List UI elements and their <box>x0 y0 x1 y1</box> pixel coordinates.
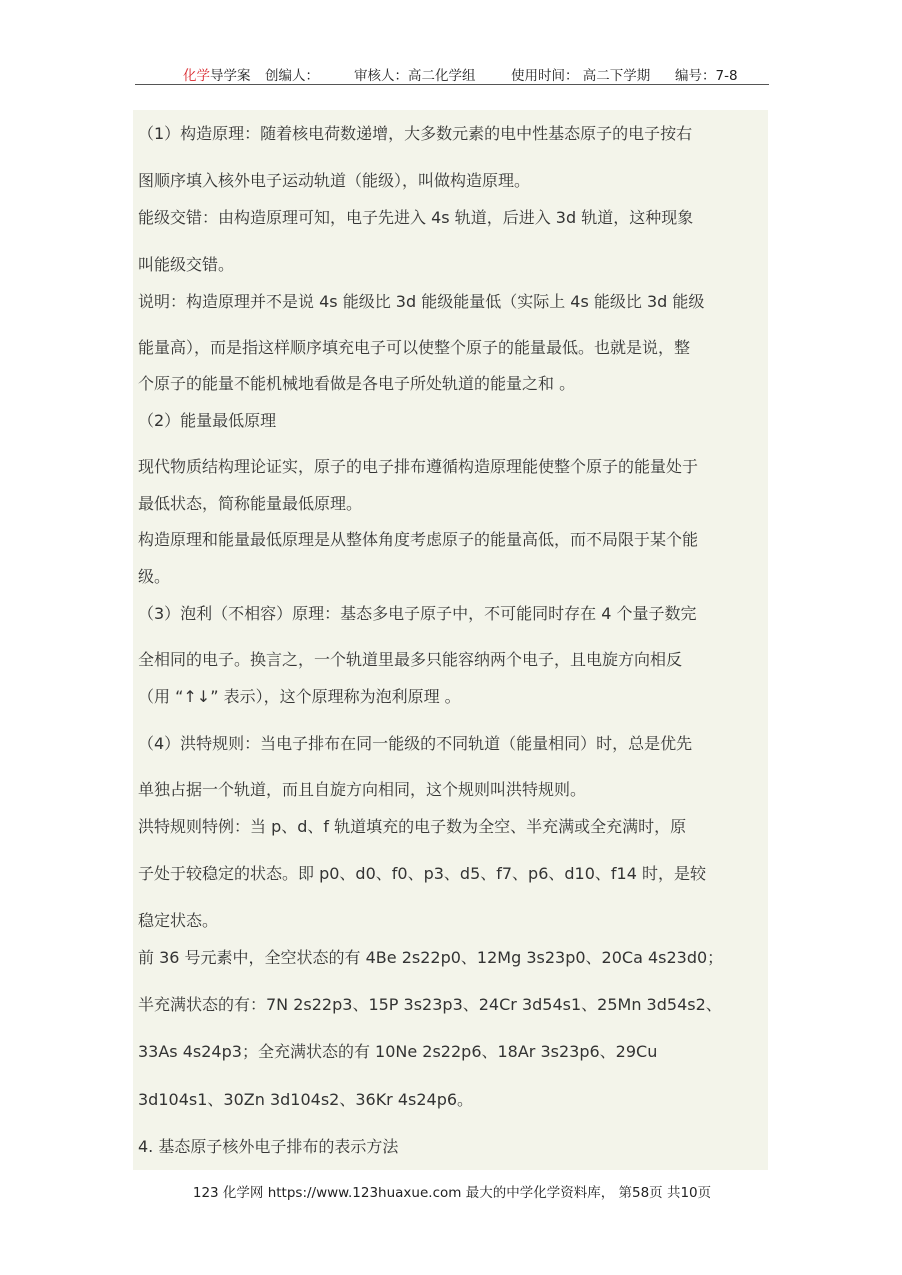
text-line: （用 “↑↓” 表示），这个原理称为泡利原理 。 <box>138 687 461 706</box>
text-line: 子处于较稳定的状态。即 p0、d0、f0、p3、d5、f7、p6、d10、f14 时，是较 <box>138 864 706 883</box>
text-line: 全相同的电子。换言之，一个轨道里最多只能容纳两个电子，且电旋方向相反 <box>138 650 683 669</box>
text-line: 现代物质结构理论证实，原子的电子排布遵循构造原理能使整个原子的能量处于 <box>138 457 699 476</box>
text-line: 能量高），而是指这样顺序填充电子可以使整个原子的能量最低。也就是说，整 <box>138 338 691 357</box>
page-footer: 123 化学网 https://www.123huaxue.com 最大的中学化学资料库， 第58页 共10页 <box>192 1185 712 1201</box>
header-number: 编号：7-8 <box>675 68 738 84</box>
text-line: 构造原理和能量最低原理是从整体角度考虑原子的能量高低，而不局限于某个能 <box>138 530 699 549</box>
header-brand-rest: 导学案 <box>210 68 251 84</box>
text-line: 叫能级交错。 <box>138 255 235 274</box>
text-line: （4）洪特规则：当电子排布在同一能级的不同轨道（能量相同）时，总是优先 <box>138 734 693 753</box>
text-line: 图顺序填入核外电子运动轨道（能级），叫做构造原理。 <box>138 171 531 190</box>
header-divider <box>135 84 769 85</box>
text-line: 前 36 号元素中，全空状态的有 4Be 2s22p0、12Mg 3s23p0、20Ca 4s23d0； <box>138 948 724 967</box>
content-block <box>133 110 768 1170</box>
section-heading: （2）能量最低原理 <box>138 411 277 430</box>
text-line: 单独占据一个轨道，而且自旋方向相同，这个规则叫洪特规则。 <box>138 780 587 799</box>
text-line: 能级交错：由构造原理可知，电子先进入 4s 轨道，后进入 3d 轨道，这种现象 <box>138 208 694 227</box>
header-brand <box>183 64 251 84</box>
header-brand-red: 化学 <box>183 68 210 84</box>
text-line: 洪特规则特例：当 p、d、f 轨道填充的电子数为全空、半充满或全充满时，原 <box>138 817 687 836</box>
text-line: 3d104s1、30Zn 3d104s2、36Kr 4s24p6。 <box>138 1090 474 1109</box>
text-line: 半充满状态的有：7N 2s22p3、15P 3s23p3、24Cr 3d54s1、25Mn 3d54s2、 <box>138 995 722 1014</box>
text-line: 最低状态，简称能量最低原理。 <box>138 494 363 513</box>
section-heading: 4. 基态原子核外电子排布的表示方法 <box>138 1137 399 1156</box>
text-line: 33As 4s24p3；全充满状态的有 10Ne 2s22p6、18Ar 3s23p6、29Cu <box>138 1042 658 1061</box>
header-time: 使用时间： 高二下学期 <box>511 68 651 84</box>
text-line: 说明：构造原理并不是说 4s 能级比 3d 能级能量低（实际上 4s 能级比 3d 能级 <box>138 292 705 311</box>
header-author: 创编人： <box>265 68 319 84</box>
text-line: 个原子的能量不能机械地看做是各电子所处轨道的能量之和 。 <box>138 374 576 393</box>
text-line: （3）泡利（不相容）原理：基态多电子原子中，不可能同时存在 4 个量子数完 <box>138 604 697 623</box>
text-line: （1）构造原理：随着核电荷数递增，大多数元素的电中性基态原子的电子按右 <box>138 124 693 143</box>
text-line: 稳定状态。 <box>138 911 219 930</box>
text-line: 级。 <box>138 567 171 586</box>
header-reviewer: 审核人：高二化学组 <box>354 68 476 84</box>
page-header <box>135 62 769 84</box>
